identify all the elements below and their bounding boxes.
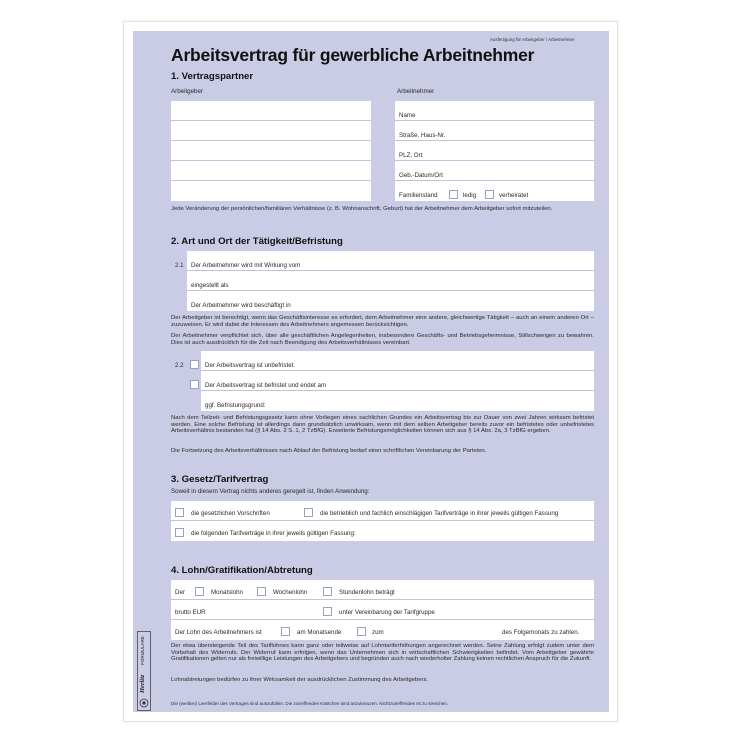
copy-note: Ausfertigung für Arbeitgeber / Arbeitnehmer	[490, 37, 575, 42]
section-1-heading: 1. Vertragspartner	[171, 71, 254, 82]
wochenlohn-checkbox[interactable]	[257, 587, 266, 596]
monatsende-label: am Monatsende	[297, 629, 342, 636]
employer-label: Arbeitgeber	[171, 88, 203, 95]
gesetz-label: die gesetzlichen Vorschriften	[191, 510, 270, 517]
verheiratet-checkbox[interactable]	[485, 190, 494, 199]
befristet-label: Der Arbeitsvertrag ist befristet und endet am	[205, 382, 327, 389]
employment-details-field[interactable]	[187, 251, 594, 311]
workplace-label: Der Arbeitnehmer wird beschäftigt in	[191, 302, 291, 309]
unbefristet-label: Der Arbeitsvertrag ist unbefristet.	[205, 362, 296, 369]
zum-checkbox[interactable]	[357, 627, 366, 636]
item-2-2-number: 2.2	[175, 362, 184, 369]
field-birth-label: Geb.-Datum/Ort	[399, 172, 444, 179]
wochenlohn-label: Wochenlohn	[273, 589, 308, 596]
document-sheet	[123, 21, 618, 722]
field-city-label: PLZ, Ort	[399, 152, 423, 159]
befristungsgrund-label: ggf. Befristungsgrund:	[205, 402, 266, 409]
assignment-clause: Lohnabtretungen bedürfen zu ihrer Wirksamkeit der ausdrücklichen Zustimmung des Arbeitgebers.	[171, 677, 429, 683]
brutto-label: brutto EUR	[175, 609, 206, 616]
monatsende-checkbox[interactable]	[281, 627, 290, 636]
tarifgruppe-checkbox[interactable]	[323, 607, 332, 616]
gesetz-checkbox[interactable]	[175, 508, 184, 517]
stundenlohn-label: Stundenlohn beträgt	[339, 589, 395, 596]
section-1-note: Jede Veränderung der persönlichen/familiären Verhältnisse (z. B. Wohnanschrift, Geburt) hat der Arbeitnehmer dem Arbeitgeber sofort mitzuteilen.	[171, 206, 553, 212]
monatslohn-label: Monatslohn	[211, 589, 243, 596]
section-3-heading: 3. Gesetz/Tarifvertrag	[171, 474, 269, 485]
field-street-label: Straße, Haus-Nr.	[399, 132, 446, 139]
employee-label: Arbeitnehmer	[397, 88, 435, 95]
position-label: eingestellt als	[191, 282, 229, 289]
svg-text:FORMULARE: FORMULARE	[140, 636, 145, 665]
monatslohn-checkbox[interactable]	[195, 587, 204, 596]
betrieblich-label: die betrieblich und fachlich einschlägigen Tarifverträge in ihrer jeweils gültigen Fassung	[320, 510, 559, 517]
zum-label: zum	[372, 629, 384, 636]
ledig-checkbox[interactable]	[449, 190, 458, 199]
form-area	[133, 31, 609, 712]
familienstand-label: Familienstand	[399, 192, 438, 199]
term-field[interactable]	[201, 351, 594, 411]
start-date-label: Der Arbeitnehmer wird mit Wirkung vom	[191, 262, 301, 269]
tarifgruppe-label: unter Vereinbarung der Tarifgruppe	[339, 609, 435, 616]
herlitz-logo-icon	[137, 631, 151, 711]
continuation-note: Die Fortsetzung des Arbeitsverhältnisses nach Ablauf der Befristung bedarf einer schriftlichen Vereinbarung der Parteien.	[171, 448, 487, 454]
page-title: Arbeitsvertrag für gewerbliche Arbeitnehmer	[171, 45, 535, 65]
folgemonat-label: des Folgemonats zu zahlen.	[502, 629, 580, 636]
tzbfg-note: Nach dem Teilzeit- und Befristungsgesetz kann ohne Vorliegen eines sachlichen Grundes ein Arbeitsvertrag bis zur Dauer von zwei Jahren wirksam befristet werden. Eine solche Befristung ist allerdings dann grundsätzlich unwirksam, wenn mit dem selben Arbeitgeber bereits zuvor ein befristetes oder unbefristetes Arbeitsverhältnis bestanden hat (§ 14 Abs. 2 S. 1, 2 TzBfG). Erweiterte Befristungsmöglichkeiten können sich aus § 14 Abs. 2a, 3 TzBfG ergeben.	[171, 415, 594, 435]
employer-address-field[interactable]	[171, 101, 371, 201]
transfer-clause: Der Arbeitgeber ist berechtigt, wenn das Geschäftsinteresse es erfordert, dem Arbeitnehmer eine andere, gleichwertige Tätigkeit – auch an einem anderen Ort – zuzuweisen. Er wird dabei die Interessen des Arbeitnehmers angemessen berücksichtigen.	[171, 315, 594, 328]
stundenlohn-checkbox[interactable]	[323, 587, 332, 596]
item-2-1-number: 2.1	[175, 262, 184, 269]
faellig-label: Der Lohn des Arbeitnehmers ist	[175, 629, 262, 636]
employee-data-field[interactable]	[395, 101, 594, 201]
gratification-clause: Der etwa übersteigende Teil des Tariflohnes kann ganz oder teilweise auf Lohntariferhöhungen angerechnet werden. Seine Zahlung erfolgt zudem unter dem Vorbehalt des Widerrufs. Der Widerruf kann erfolgen, wenn das Unternehmen sich in wirtschaftlichen Schwierigkeiten befindet. Vom Arbeitgeber gewährte Gratifikationen gelten nur als freiwillige Leistungen des Arbeitgebers und begründen auch nach wiederholter Zahlung keinen rechtlichen Anspruch für die Zukunft.	[171, 643, 594, 663]
betrieblich-checkbox[interactable]	[304, 508, 313, 517]
unbefristet-checkbox[interactable]	[190, 360, 199, 369]
confidentiality-clause: Der Arbeitnehmer verpflichtet sich, über alle geschäftlichen Angelegenheiten, insbesondere Geschäfts- und Betriebsgeheimnisse, Stillschweigen zu bewahren. Dies ist auch ausdrücklich für die Zeit nach Beendigung des Arbeitsverhältnisses vereinbart.	[171, 333, 594, 346]
tarif-field[interactable]	[171, 501, 594, 541]
folgende-label: die folgenden Tarifverträge in ihrer jeweils gültigen Fassung:	[191, 530, 356, 537]
befristet-checkbox[interactable]	[190, 380, 199, 389]
svg-text:Herlitz: Herlitz	[139, 674, 146, 693]
verheiratet-label: verheiratet	[499, 192, 529, 199]
herlitz-logo	[137, 631, 151, 711]
ledig-label: ledig	[463, 192, 477, 199]
footer-note: Die (weißen) Leerfelder des Vertrages sind auszufüllen. Die zutreffenden Kästchen sind anzukreuzen. Nichtzutreffendes ist zu streichen.	[171, 701, 449, 706]
der-label: Der	[175, 589, 185, 596]
field-name-label: Name	[399, 112, 416, 119]
section-4-heading: 4. Lohn/Gratifikation/Abtretung	[171, 565, 313, 576]
section-2-heading: 2. Art und Ort der Tätigkeit/Befristung	[171, 236, 343, 247]
folgende-checkbox[interactable]	[175, 528, 184, 537]
section-3-intro: Soweit in diesem Vertrag nichts anderes geregelt ist, finden Anwendung:	[171, 488, 370, 495]
wage-field[interactable]	[171, 580, 594, 640]
